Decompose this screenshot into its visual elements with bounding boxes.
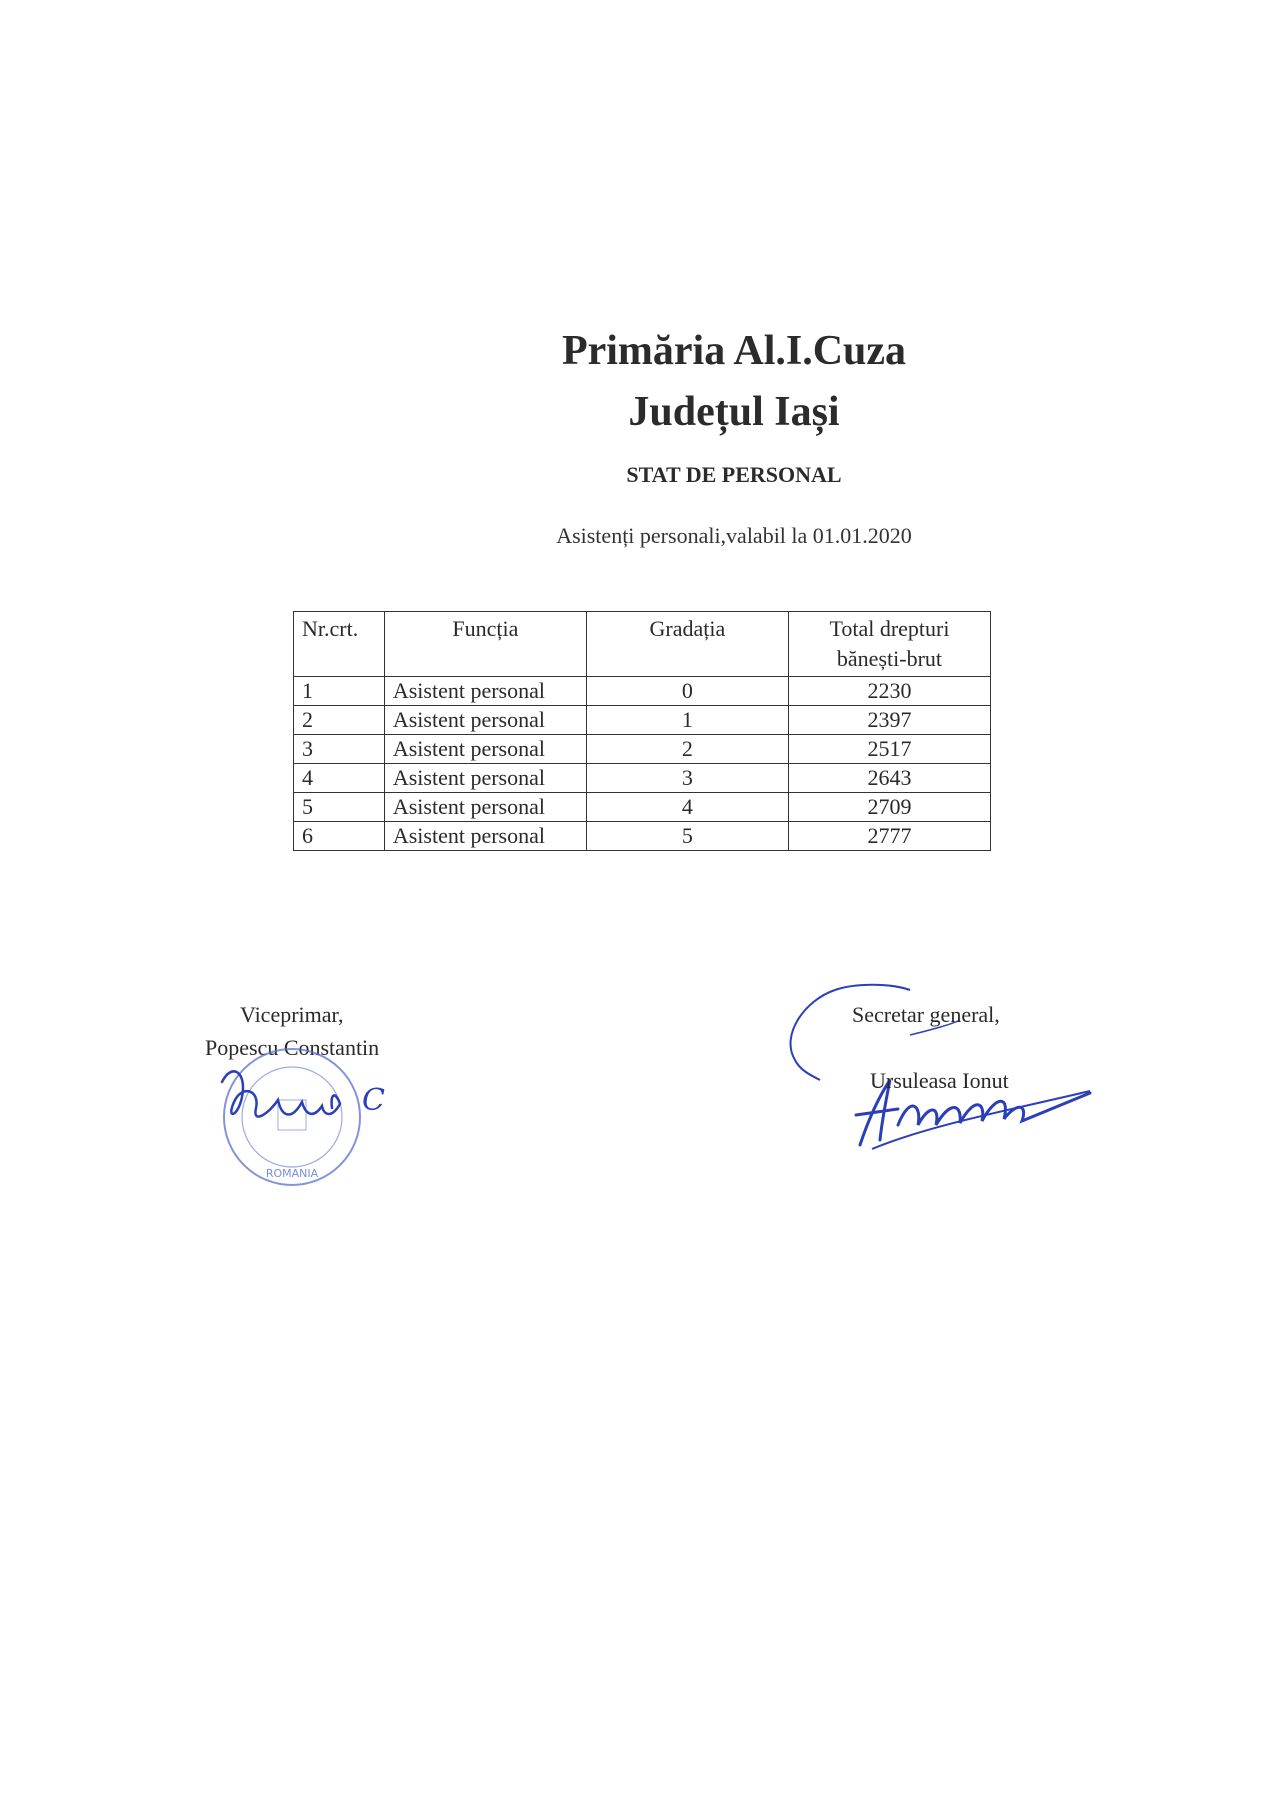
cell-nr: 1 <box>294 677 385 706</box>
viceprimar-name: Popescu Constantin <box>205 1035 380 1060</box>
table-row <box>294 764 991 793</box>
viceprimar-role: Viceprimar, <box>240 1002 344 1027</box>
cell-total: 2517 <box>788 735 990 764</box>
cell-total: 2643 <box>788 764 990 793</box>
institution-title: Primăria Al.I.Cuza <box>561 328 907 374</box>
column-header-gradatie: Gradația <box>586 612 788 677</box>
stamp-text: ROMANIA <box>265 1167 319 1180</box>
cell-functie: Asistent personal <box>384 764 586 793</box>
cell-gradatie: 4 <box>586 793 788 822</box>
cell-total: 2777 <box>788 822 990 851</box>
table-header-row <box>294 612 991 677</box>
column-header-total: Total drepturi bănești-brut <box>788 612 990 677</box>
cell-gradatie: 0 <box>586 677 788 706</box>
document-title: STAT DE PERSONAL <box>626 462 842 487</box>
column-header-nr: Nr.crt. <box>294 612 385 677</box>
cell-total: 2709 <box>788 793 990 822</box>
staff-table <box>293 611 991 851</box>
cell-gradatie: 1 <box>586 706 788 735</box>
table-row <box>294 677 991 706</box>
cell-nr: 2 <box>294 706 385 735</box>
cell-nr: 4 <box>294 764 385 793</box>
table-row <box>294 706 991 735</box>
official-stamp <box>212 1042 422 1192</box>
column-header-functie: Funcția <box>384 612 586 677</box>
cell-functie: Asistent personal <box>384 677 586 706</box>
cell-functie: Asistent personal <box>384 735 586 764</box>
document-caption: Asistenți personali,valabil la 01.01.2020 <box>556 523 912 548</box>
secretar-name: Ursuleasa Ionut <box>870 1068 1009 1093</box>
county-title: Județul Iași <box>628 389 840 435</box>
cell-nr: 5 <box>294 793 385 822</box>
cell-gradatie: 5 <box>586 822 788 851</box>
cell-nr: 6 <box>294 822 385 851</box>
cell-gradatie: 2 <box>586 735 788 764</box>
table-row <box>294 735 991 764</box>
cell-functie: Asistent personal <box>384 793 586 822</box>
table-row <box>294 793 991 822</box>
cell-nr: 3 <box>294 735 385 764</box>
cell-functie: Asistent personal <box>384 706 586 735</box>
cell-total: 2230 <box>788 677 990 706</box>
cell-functie: Asistent personal <box>384 822 586 851</box>
table-row <box>294 822 991 851</box>
right-signature-block <box>852 998 1009 1093</box>
cell-gradatie: 3 <box>586 764 788 793</box>
signature-initial: C <box>362 1083 385 1118</box>
secretar-role: Secretar general, <box>852 1002 1000 1027</box>
cell-total: 2397 <box>788 706 990 735</box>
